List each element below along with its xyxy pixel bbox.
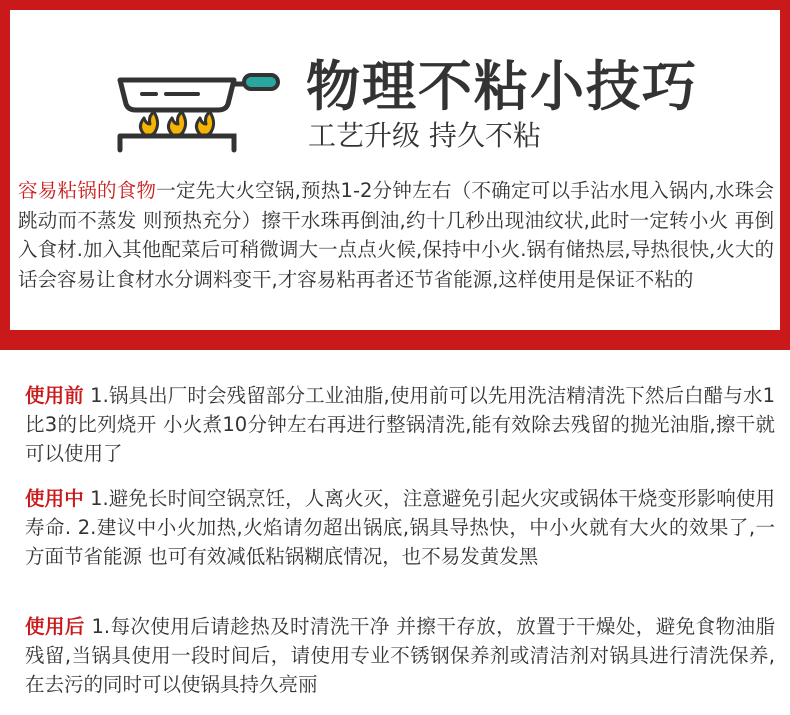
intro-paragraph (18, 176, 774, 294)
section-label-after-use: 使用后 (25, 615, 85, 638)
top-content-card (10, 10, 780, 330)
page-subtitle: 工艺升级 持久不粘 (308, 119, 541, 152)
section-label-before-use: 使用前 (25, 384, 84, 407)
section-text-before-use: 1.锅具出厂时会残留部分工业油脂,使用前可以先用洗洁精清洗下然后白醋与水1比3的比列烧开 小火煮10分钟左右再进行整锅清洗,能有效除去残留的抛光油脂,擦干就可以使用了 (25, 384, 775, 465)
top-panel (0, 0, 790, 350)
frying-pan-on-stove-icon (106, 58, 286, 158)
section-text-during-use: 1.避免长时间空锅烹饪，人离火灭，注意避免引起火灾或锅体干烧变形影响使用寿命. 2.建议中小火加热,火焰请勿超出锅底,锅具导热快，中小火就有大火的效果了,一方面节省能源 也可有效减低粘锅糊底情况，也不易发黄发黑 (25, 487, 775, 568)
section-before-use (25, 381, 775, 468)
intro-text: 一定先大火空锅,预热1-2分钟左右（不确定可以手沾水甩入锅内,水珠会跳动而不蒸发 则预热充分）擦干水珠再倒油,约十几秒出现油纹状,此时一定转小火 再倒入食材.加入其他配菜后可稍微调大一点点火候,保持中小火.锅有储热层,导热很快,火大的话会容易让食材水分调料变干,才容易粘再者还节省能源,这样使用是保证不粘的 (18, 179, 774, 291)
section-label-during-use: 使用中 (25, 487, 84, 510)
hero-header (10, 10, 780, 170)
section-during-use (25, 484, 775, 571)
section-text-after-use: 1.每次使用后请趁热及时清洗干净 并擦干存放，放置于干燥处，避免食物油脂残留,当锅具使用一段时间后，请使用专业不锈钢保养剂或清洁剂对锅具进行清洗保养,在去污的同时可以使锅具持久亮丽 (25, 615, 775, 696)
page-title: 物理不粘小技巧 (306, 55, 698, 118)
section-after-use (25, 612, 775, 699)
intro-highlight: 容易粘锅的食物 (18, 179, 157, 202)
